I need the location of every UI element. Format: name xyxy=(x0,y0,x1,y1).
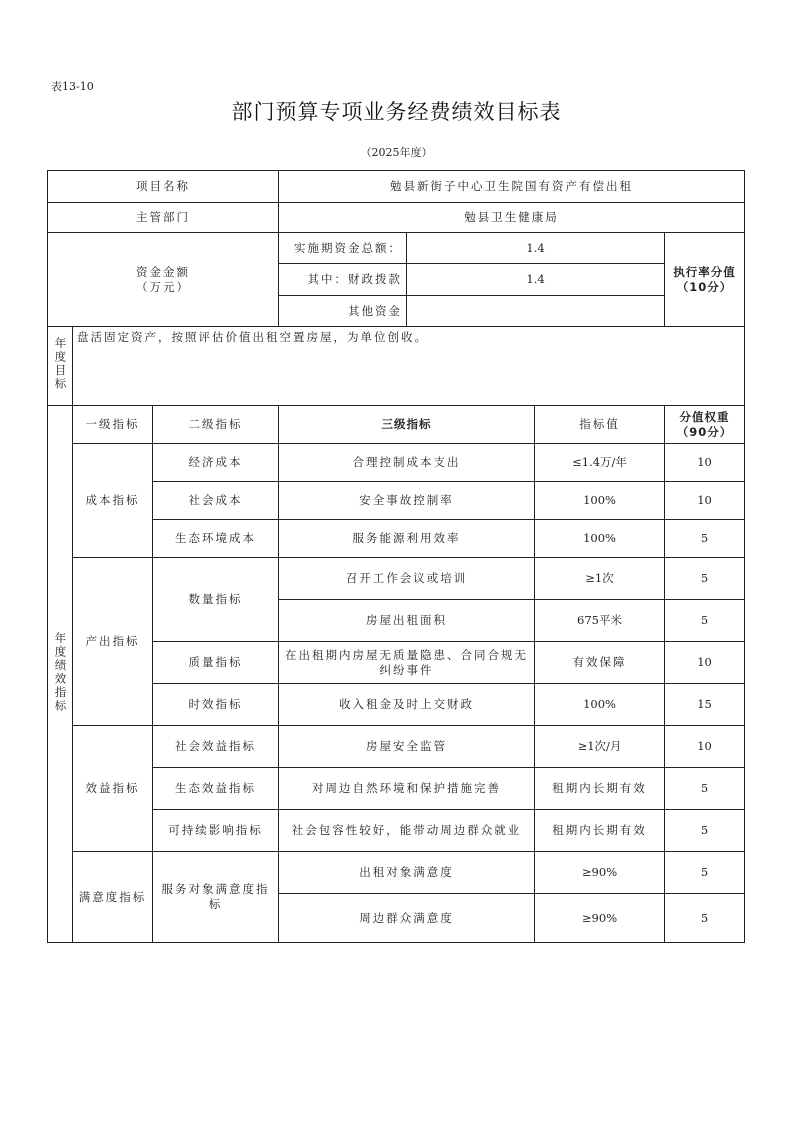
value-cell: 100% xyxy=(535,520,665,558)
table-row xyxy=(48,642,745,684)
project-name-row xyxy=(48,171,745,203)
level2-cell: 生态效益指标 xyxy=(153,768,279,810)
table-row xyxy=(48,726,745,768)
indicator-side-label: 年度绩效指标 xyxy=(48,406,73,943)
funds-label-line1: 资金金额 xyxy=(136,264,191,279)
header-value: 指标值 xyxy=(535,406,665,444)
level3-cell: 周边群众满意度 xyxy=(279,894,535,943)
level3-cell: 对周边自然环境和保护措施完善 xyxy=(279,768,535,810)
table-row xyxy=(48,852,745,894)
table-row xyxy=(48,482,745,520)
header-level3: 三级指标 xyxy=(279,406,535,444)
level2-cell: 数量指标 xyxy=(153,558,279,642)
page-title: 部门预算专项业务经费绩效目标表 xyxy=(231,100,562,124)
weight-cell: 5 xyxy=(665,768,745,810)
value-cell: ≥1次 xyxy=(535,558,665,600)
indicator-header-row xyxy=(48,406,745,444)
level2-cell: 质量指标 xyxy=(153,642,279,684)
weight-cell: 15 xyxy=(665,684,745,726)
table-row xyxy=(48,558,745,600)
value-cell: 100% xyxy=(535,482,665,520)
weight-cell: 10 xyxy=(665,482,745,520)
header-weight xyxy=(665,406,745,444)
performance-target-table xyxy=(47,170,745,943)
weight-cell: 5 xyxy=(665,810,745,852)
value-cell: 100% xyxy=(535,684,665,726)
weight-cell: 5 xyxy=(665,894,745,943)
funds-total-row xyxy=(48,233,745,264)
funds-total-label: 实施期资金总额： xyxy=(279,233,407,264)
level3-cell: 房屋安全监管 xyxy=(279,726,535,768)
value-cell: ≤1.4万/年 xyxy=(535,444,665,482)
level2-cell: 生态环境成本 xyxy=(153,520,279,558)
value-cell: 租期内长期有效 xyxy=(535,810,665,852)
table-row xyxy=(48,768,745,810)
table-number: 表13-10 xyxy=(51,80,94,93)
level1-cell: 产出指标 xyxy=(73,558,153,726)
value-cell: ≥1次/月 xyxy=(535,726,665,768)
level3-cell: 社会包容性较好，能带动周边群众就业 xyxy=(279,810,535,852)
header-weight-line2: （90分） xyxy=(676,424,733,439)
header-level1: 一级指标 xyxy=(73,406,153,444)
table-row xyxy=(48,444,745,482)
level2-cell: 可持续影响指标 xyxy=(153,810,279,852)
department-value: 勉县卫生健康局 xyxy=(279,203,745,233)
weight-cell: 5 xyxy=(665,852,745,894)
annual-goal-label: 年度目标 xyxy=(48,327,73,406)
execution-rate-line2: （10分） xyxy=(676,279,733,294)
level3-cell: 召开工作会议或培训 xyxy=(279,558,535,600)
funds-other-value xyxy=(407,296,665,327)
weight-cell: 5 xyxy=(665,600,745,642)
value-cell: ≥90% xyxy=(535,894,665,943)
header-weight-line1: 分值权重 xyxy=(679,409,730,424)
execution-rate-score xyxy=(665,233,745,327)
level2-cell: 社会成本 xyxy=(153,482,279,520)
level1-cell: 满意度指标 xyxy=(73,852,153,943)
level3-cell: 合理控制成本支出 xyxy=(279,444,535,482)
weight-cell: 10 xyxy=(665,726,745,768)
department-row xyxy=(48,203,745,233)
funds-other-label: 其他资金 xyxy=(279,296,407,327)
funds-fiscal-value: 1.4 xyxy=(407,264,665,296)
level2-cell: 社会效益指标 xyxy=(153,726,279,768)
funds-label-line2: （万元） xyxy=(136,279,191,294)
weight-cell: 5 xyxy=(665,558,745,600)
funds-total-value: 1.4 xyxy=(407,233,665,264)
level3-cell: 安全事故控制率 xyxy=(279,482,535,520)
annual-goal-row xyxy=(48,327,745,406)
level1-cell: 效益指标 xyxy=(73,726,153,852)
level3-cell: 在出租期内房屋无质量隐患、合同合规无纠纷事件 xyxy=(279,642,535,684)
level3-cell: 服务能源利用效率 xyxy=(279,520,535,558)
value-cell: 有效保障 xyxy=(535,642,665,684)
value-cell: ≥90% xyxy=(535,852,665,894)
project-name-label: 项目名称 xyxy=(48,171,279,203)
level2-cell: 时效指标 xyxy=(153,684,279,726)
table-row xyxy=(48,810,745,852)
weight-cell: 5 xyxy=(665,520,745,558)
table-row xyxy=(48,520,745,558)
weight-cell: 10 xyxy=(665,642,745,684)
level3-cell: 房屋出租面积 xyxy=(279,600,535,642)
project-name-value: 勉县新街子中心卫生院国有资产有偿出租 xyxy=(279,171,745,203)
weight-cell: 10 xyxy=(665,444,745,482)
funds-fiscal-label: 其中：财政拨款 xyxy=(279,264,407,296)
department-label: 主管部门 xyxy=(48,203,279,233)
table-row xyxy=(48,684,745,726)
value-cell: 675平米 xyxy=(535,600,665,642)
funds-label xyxy=(48,233,279,327)
execution-rate-line1: 执行率分值 xyxy=(673,264,736,279)
header-level2: 二级指标 xyxy=(153,406,279,444)
level3-cell: 收入租金及时上交财政 xyxy=(279,684,535,726)
level2-cell: 经济成本 xyxy=(153,444,279,482)
level1-cell: 成本指标 xyxy=(73,444,153,558)
annual-goal-text: 盘活固定资产，按照评估价值出租空置房屋，为单位创收。 xyxy=(73,327,745,406)
value-cell: 租期内长期有效 xyxy=(535,768,665,810)
fiscal-year: （2025年度） xyxy=(360,146,433,159)
level3-cell: 出租对象满意度 xyxy=(279,852,535,894)
level2-cell: 服务对象满意度指标 xyxy=(153,852,279,943)
